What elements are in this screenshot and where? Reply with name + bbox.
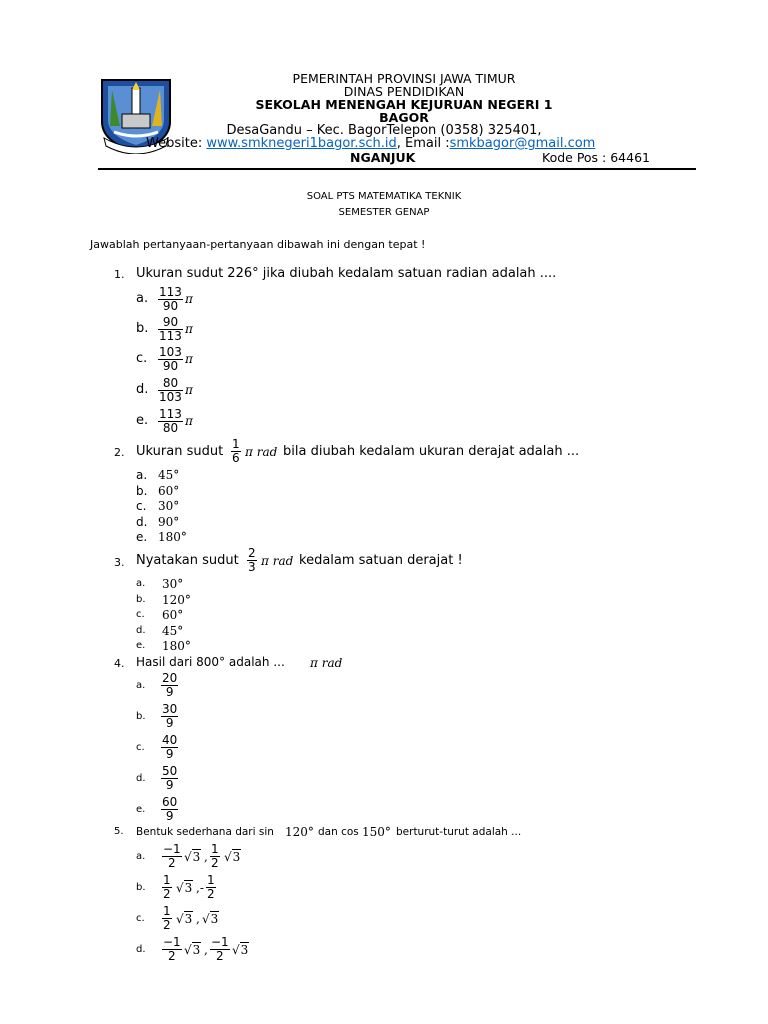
q4-option-a-label[interactable]: a. (136, 680, 146, 691)
q5-option-c-term1-numerator: 1 (163, 904, 171, 918)
q2-option-value: 90° (158, 514, 180, 529)
header-school-name: SEKOLAH MENENGAH KEJURUAN NEGERI 1 (255, 97, 553, 112)
q1-option-c-numerator: 103 (159, 345, 182, 359)
q5-option-a-term2-radicand: 3 (232, 850, 241, 864)
q1-option-d-fraction (158, 377, 183, 404)
q3-option-value: 120° (162, 592, 191, 607)
q1-option-e-fraction (158, 408, 183, 435)
q5-option-c-term1-radicand: 3 (184, 912, 193, 926)
q2-text-b: bila diubah kedalam ukuran derajat adalah ... (283, 444, 580, 459)
q5-option-d-term2-radicand: 3 (240, 943, 249, 957)
email-label: , Email : (396, 136, 450, 151)
q5-option-c-term1-denominator: 2 (163, 918, 171, 932)
q1-option-d-label[interactable]: d. (136, 382, 149, 397)
q4-option-e-numerator: 60 (162, 795, 178, 809)
website-label: Website: (146, 136, 207, 151)
q1-option-c-fraction (158, 346, 183, 373)
q3-frac-den: 3 (248, 560, 256, 574)
q2-frac-den: 6 (232, 451, 240, 465)
q5-option-a-label[interactable]: a. (136, 851, 146, 862)
q5-option-b-label[interactable]: b. (136, 882, 146, 893)
q3-option-d-label[interactable]: d. (136, 624, 146, 636)
q1-option-c-label[interactable]: c. (136, 351, 148, 366)
q5-option-c-term2-radicand: 3 (210, 912, 219, 926)
q5-option-d-term2-fraction (210, 936, 230, 963)
q4-option-d-fraction (161, 765, 178, 792)
q5-option-c-term1-sqrt: √3 (176, 912, 193, 926)
q5-option-c-term1-fraction (162, 905, 172, 932)
website-link[interactable]: www.smknegeri1bagor.sch.id (206, 136, 397, 151)
q5-option-a-separator: , (204, 850, 208, 864)
q3-option-value: 60° (162, 608, 184, 622)
q4-text: Hasil dari 800° adalah ... (136, 655, 285, 669)
q1-option-b-numerator: 90 (158, 316, 183, 330)
q4-option-c-label[interactable]: c. (136, 742, 145, 753)
q5-option-a-term2-sqrt: √3 (224, 850, 241, 864)
exam-title: SOAL PTS MATEMATIKA TEKNIK (306, 191, 462, 202)
q1-option-e-numerator: 113 (159, 407, 182, 421)
q1-number: 1. (114, 268, 125, 281)
q4-option-b-label[interactable]: b. (136, 711, 146, 722)
q4-option-d-label[interactable]: d. (136, 773, 146, 784)
q5-option-c-separator: , (196, 912, 200, 926)
q5-option-b-term1-sqrt: √3 (176, 881, 193, 895)
q5-option-b-term1-numerator: 1 (163, 873, 171, 887)
q4-option-a-fraction (161, 672, 178, 699)
q5-option-a-term2-denominator: 2 (211, 856, 219, 870)
q5-option-c-term2-sqrt: √3 (202, 912, 219, 926)
email-link[interactable]: smkbagor@gmail.com (449, 136, 596, 151)
header-line-1: PEMERINTAH PROVINSI JAWA TIMUR (292, 71, 516, 86)
q5-option-a-term1-numerator: −1 (163, 842, 181, 856)
q2-option-a-label[interactable]: a. (136, 468, 148, 482)
q2-option-value: 30° (158, 499, 180, 513)
q5-text-a: Bentuk sederhana dari sin (136, 826, 274, 838)
q4-option-b-denominator: 9 (165, 716, 174, 730)
q4-option-c-denominator: 9 (165, 747, 174, 761)
q3-text-b: kedalam satuan derajat ! (299, 553, 463, 568)
q1-option-d-denominator: 103 (159, 390, 182, 404)
q1-option-e-denominator: 80 (162, 421, 179, 435)
q5-option-d-term1-sqrt: √3 (184, 943, 201, 957)
q5-angle-2: 150° (362, 825, 391, 839)
q5-option-d-term1-numerator: −1 (163, 935, 181, 949)
q5-option-b-term2-numerator: 1 (207, 873, 215, 887)
q1-option-c-denominator: 90 (162, 359, 179, 373)
q5-option-a-term2-fraction (210, 843, 220, 870)
header-divider (98, 168, 696, 170)
q4-option-c-numerator: 40 (162, 733, 178, 747)
instruction-text: Jawablah pertanyaan-pertanyaan dibawah ini dengan tepat ! (90, 238, 426, 251)
q2-frac-num: 1 (232, 437, 240, 451)
q3-option-value: 30° (162, 577, 184, 591)
q4-option-d-denominator: 9 (165, 778, 174, 792)
q5-option-c-label[interactable]: c. (136, 913, 145, 924)
q3-text-a: Nyatakan sudut (136, 553, 239, 568)
q5-option-b-term1-denominator: 2 (163, 887, 171, 901)
q5-option-b-term1-fraction (162, 874, 172, 901)
header-contact (146, 137, 595, 151)
header-address: DesaGandu – Kec. BagorTelepon (0358) 325401, (226, 123, 542, 138)
header-school-name-2: BAGOR (379, 110, 429, 125)
q1-option-a-denominator: 90 (162, 299, 179, 313)
q5-text-b: dan cos (318, 826, 359, 838)
q4-option-b-numerator: 30 (162, 702, 178, 716)
q5-option-d-term2-denominator: 2 (216, 949, 224, 963)
q4-option-e-label[interactable]: e. (136, 804, 146, 815)
q1-option-a-label[interactable]: a. (136, 291, 149, 306)
q1-option-b-fraction (158, 316, 183, 343)
q4-option-c-fraction (161, 734, 178, 761)
q5-option-d-term2-numerator: −1 (211, 935, 229, 949)
q3-option-b-label[interactable]: b. (136, 593, 146, 605)
q1-option-pi: π (185, 352, 193, 366)
q1-option-pi: π (185, 383, 193, 397)
q2-fraction (231, 438, 241, 465)
q5-option-d-label[interactable]: d. (136, 944, 146, 955)
q4-number: 4. (114, 657, 125, 670)
q2-option-b-label[interactable]: b. (136, 483, 148, 498)
q5-option-d-term1-fraction (162, 936, 182, 963)
q5-option-b-term1-radicand: 3 (184, 881, 193, 895)
q5-option-a-term1-sqrt: √3 (184, 850, 201, 864)
q2-option-e-label[interactable]: e. (136, 530, 148, 544)
q2-number: 2. (114, 446, 125, 459)
exam-semester: SEMESTER GENAP (338, 207, 430, 218)
q3-frac-num: 2 (248, 546, 256, 560)
q1-option-pi: π (185, 292, 193, 306)
q2-option-d-label[interactable]: d. (136, 514, 148, 529)
q1-option-e-label[interactable]: e. (136, 413, 149, 428)
q5-option-a-term1-fraction (162, 843, 182, 870)
q1-option-d-numerator: 80 (158, 377, 183, 391)
header-city: NGANJUK (350, 150, 416, 165)
q3-option-a-label[interactable]: a. (136, 578, 146, 589)
q4-option-a-denominator: 9 (165, 685, 174, 699)
q5-option-d-term2-sqrt: √3 (232, 943, 249, 957)
q5-angle-1: 120° (285, 825, 314, 839)
q3-option-c-label[interactable]: c. (136, 609, 145, 620)
q3-pi-rad: π rad (261, 554, 294, 568)
q1-text: Ukuran sudut 226° jika diubah kedalam satuan radian adalah .... (136, 266, 557, 281)
q1-option-pi: π (185, 414, 193, 428)
q1-option-a-numerator: 113 (159, 285, 182, 299)
q1-option-b-denominator: 113 (159, 329, 182, 343)
q5-option-a-term1-denominator: 2 (168, 856, 176, 870)
q5-option-b-separator: ,- (196, 881, 204, 895)
q4-pi-rad: π rad (310, 656, 343, 670)
q2-pi-rad: π rad (245, 445, 278, 459)
q1-option-a-fraction (158, 286, 183, 313)
q2-option-value: 60° (158, 483, 180, 498)
q4-option-b-fraction (161, 703, 178, 730)
q4-option-a-numerator: 20 (162, 671, 178, 685)
q2-option-value: 180° (158, 530, 187, 544)
header-line-2: DINAS PENDIDIKAN (343, 84, 465, 99)
q3-number: 3. (114, 556, 125, 569)
q5-option-d-separator: , (204, 943, 208, 957)
q5-option-d-term1-radicand: 3 (192, 943, 201, 957)
q3-option-e-label[interactable]: e. (136, 640, 146, 651)
q5-option-a-term1-radicand: 3 (192, 850, 201, 864)
q1-option-b-label[interactable]: b. (136, 321, 149, 336)
q3-option-value: 45° (162, 623, 184, 638)
q5-option-a-term2-numerator: 1 (211, 842, 219, 856)
header-postcode: Kode Pos : 64461 (542, 150, 650, 165)
q5-text-c: berturut-turut adalah ... (396, 826, 522, 838)
q5-option-d-term1-denominator: 2 (168, 949, 176, 963)
q5-option-b-term2-fraction (206, 874, 216, 901)
q5-option-b-term2-denominator: 2 (207, 887, 215, 901)
q3-fraction (247, 547, 257, 574)
q4-option-d-numerator: 50 (162, 764, 178, 778)
q4-option-e-fraction (161, 796, 178, 823)
q2-option-c-label[interactable]: c. (136, 499, 147, 513)
q2-text-a: Ukuran sudut (136, 444, 224, 459)
q1-option-pi: π (185, 322, 193, 336)
q2-option-value: 45° (158, 468, 180, 482)
q4-option-e-denominator: 9 (165, 809, 174, 823)
q3-option-value: 180° (162, 639, 191, 653)
q5-number: 5. (114, 826, 124, 837)
